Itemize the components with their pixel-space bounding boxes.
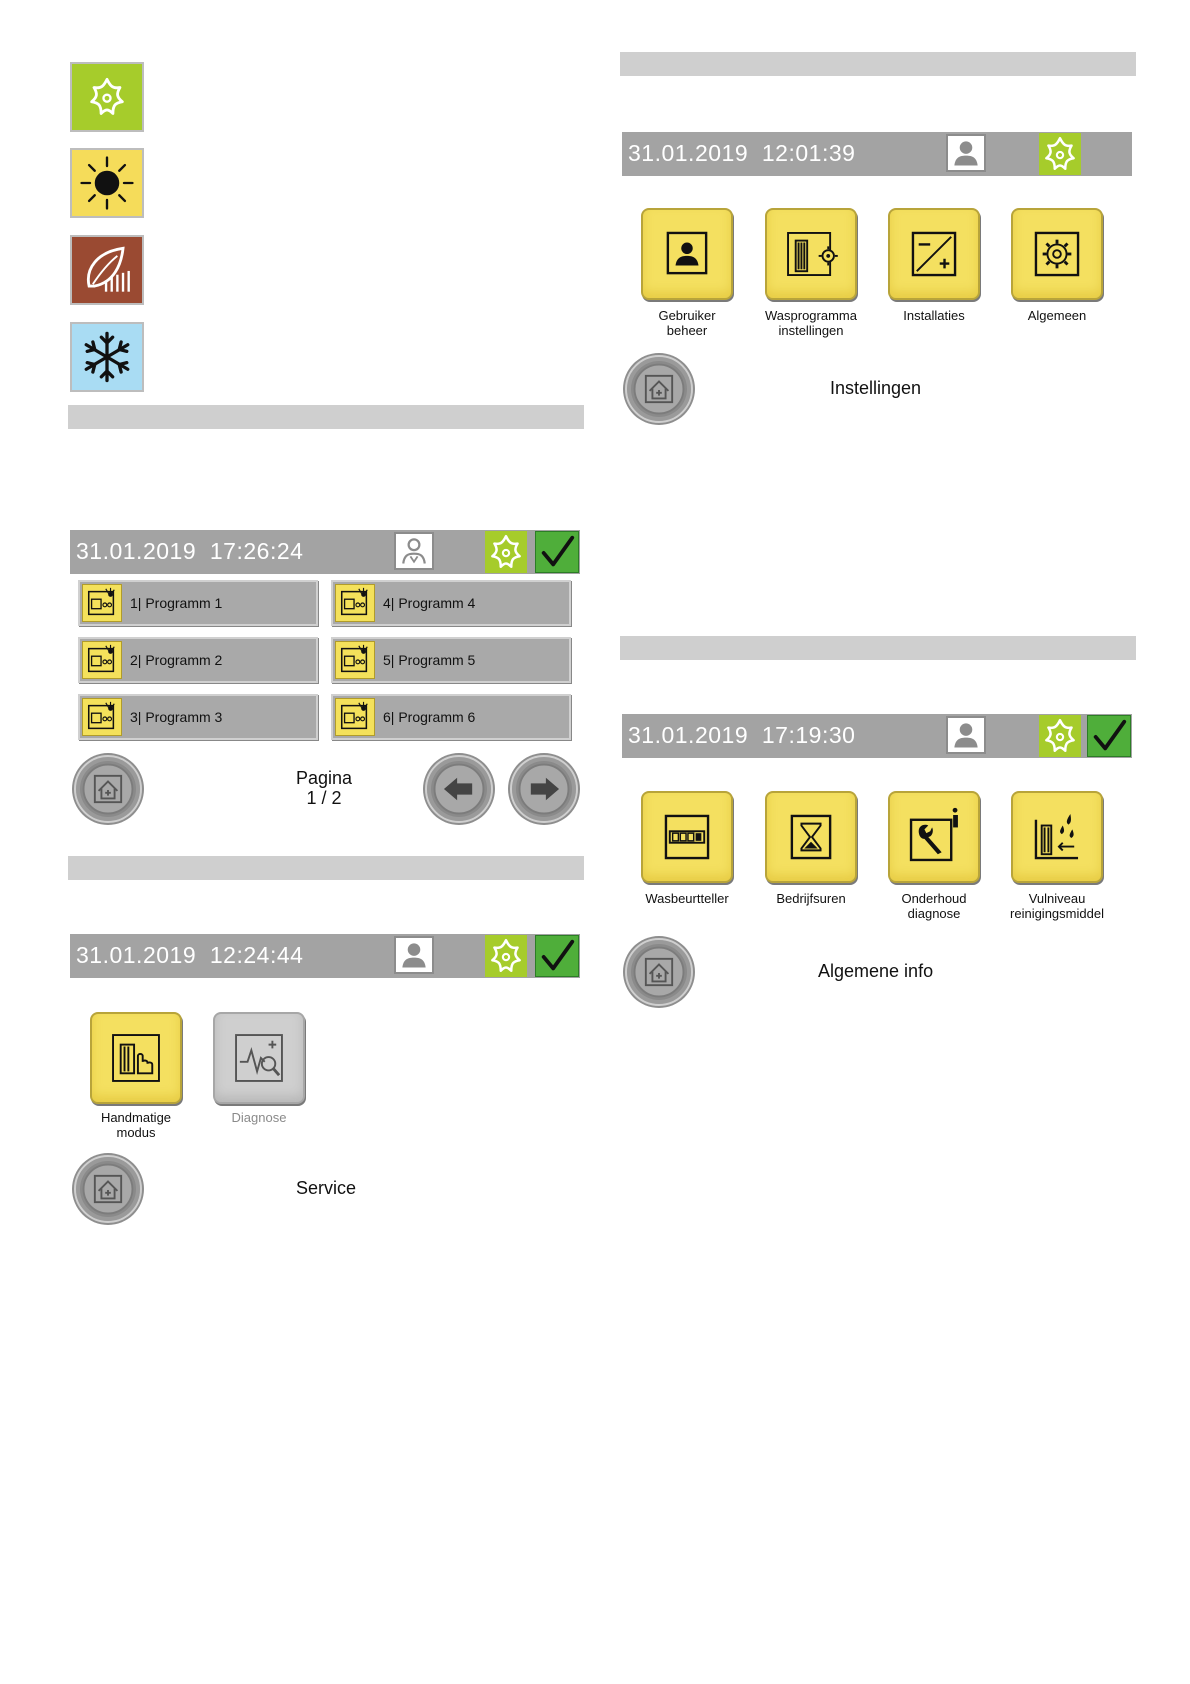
datetime: 31.01.2019 12:24:44 [76, 942, 304, 968]
separator [620, 52, 1136, 76]
flower-icon[interactable] [485, 935, 527, 977]
program-label: 2| Programm 2 [130, 652, 223, 668]
tile-label-line: Handmatige [100, 1110, 172, 1125]
separator [620, 636, 1136, 660]
tile-label [746, 308, 876, 338]
tile-label-line: Onderhoud [901, 891, 967, 906]
datetime: 31.01.2019 17:26:24 [76, 538, 304, 564]
tile-label-line: instellingen [778, 323, 844, 338]
hourglass-icon [767, 793, 855, 881]
program-label: 3| Programm 3 [130, 709, 223, 725]
installations-tile[interactable] [888, 208, 980, 300]
diagnose-icon [215, 1014, 303, 1102]
detergent-level-tile[interactable] [1011, 791, 1103, 883]
user-icon[interactable] [946, 134, 986, 172]
tile-label [869, 891, 999, 921]
tile-label-line: Wasprogramma [765, 308, 857, 323]
status-bar [622, 714, 1132, 758]
previous-page-button[interactable] [425, 755, 493, 823]
tile-label-line: beheer [666, 323, 708, 338]
tile-label-line: modus [116, 1125, 156, 1140]
next-page-button[interactable] [510, 755, 578, 823]
program-button[interactable] [331, 580, 571, 626]
program-button[interactable] [78, 580, 318, 626]
tile-label-line: Algemeen [1027, 308, 1087, 323]
user-service-icon[interactable] [394, 532, 434, 570]
home-button[interactable] [74, 1155, 142, 1223]
program-label: 6| Programm 6 [383, 709, 476, 725]
separator [68, 856, 584, 880]
program-button[interactable] [78, 637, 318, 683]
tile-label-line: Gebruiker [658, 308, 716, 323]
check-icon[interactable] [1087, 715, 1131, 757]
user-icon[interactable] [394, 936, 434, 974]
separator [68, 405, 584, 429]
home-button[interactable] [625, 938, 693, 1006]
flower-icon [70, 62, 144, 132]
tile-label-line: Vulniveau [1028, 891, 1086, 906]
flower-icon[interactable] [1039, 715, 1081, 757]
wrench-icon [890, 793, 978, 881]
user-management-icon [643, 210, 731, 298]
tile-label-line: Installaties [903, 308, 965, 323]
tile-label-line: Diagnose [231, 1110, 287, 1125]
pagina-value: 1 / 2 [306, 788, 342, 808]
user-icon[interactable] [946, 716, 986, 754]
flower-icon[interactable] [1039, 133, 1081, 175]
check-icon[interactable] [535, 531, 579, 573]
diagnose-tile[interactable] [213, 1012, 305, 1104]
program-button[interactable] [331, 694, 571, 740]
program-icon [335, 698, 375, 736]
program-label: 4| Programm 4 [383, 595, 476, 611]
tile-label [71, 1110, 201, 1140]
program-icon [82, 698, 122, 736]
program-button[interactable] [331, 637, 571, 683]
tile-label [194, 1110, 324, 1125]
tile-label [746, 891, 876, 906]
program-label: 5| Programm 5 [383, 652, 476, 668]
screen-title: Instellingen [830, 378, 922, 398]
datetime: 31.01.2019 17:19:30 [628, 722, 856, 748]
program-icon [335, 641, 375, 679]
sun-icon [70, 148, 144, 218]
gear-icon [1013, 210, 1101, 298]
flower-icon[interactable] [485, 531, 527, 573]
check-icon[interactable] [535, 935, 579, 977]
status-bar [70, 934, 580, 978]
maintenance-diagnosis-tile[interactable] [888, 791, 980, 883]
counter-icon [643, 793, 731, 881]
pagina-indicator [264, 768, 384, 808]
screen-title: Algemene info [818, 961, 934, 981]
program-button[interactable] [78, 694, 318, 740]
home-button[interactable] [625, 355, 693, 423]
status-bar [622, 132, 1132, 176]
tile-label [622, 308, 752, 338]
datetime: 31.01.2019 12:01:39 [628, 140, 856, 166]
general-tile[interactable] [1011, 208, 1103, 300]
user-management-tile[interactable] [641, 208, 733, 300]
wash-program-settings-tile[interactable] [765, 208, 857, 300]
tile-label-line: reinigingsmiddel [1010, 906, 1104, 921]
program-icon [82, 641, 122, 679]
tile-label-line: diagnose [907, 906, 961, 921]
operating-hours-tile[interactable] [765, 791, 857, 883]
manual-mode-icon [92, 1014, 180, 1102]
home-button[interactable] [74, 755, 142, 823]
program-label: 1| Programm 1 [130, 595, 223, 611]
detergent-level-icon [1013, 793, 1101, 881]
wash-counter-tile[interactable] [641, 791, 733, 883]
tile-label-line: Bedrijfsuren [776, 891, 846, 906]
leaf-icon [70, 235, 144, 305]
tile-label [992, 891, 1122, 921]
status-bar [70, 530, 580, 574]
tile-label-line: Wasbeurtteller [645, 891, 729, 906]
screen-title: Service [296, 1178, 357, 1198]
tile-label [992, 308, 1122, 323]
snowflake-icon [70, 322, 144, 392]
installations-icon [890, 210, 978, 298]
tile-label [869, 308, 999, 323]
tile-label [622, 891, 752, 906]
wash-program-settings-icon [767, 210, 855, 298]
manual-mode-tile[interactable] [90, 1012, 182, 1104]
pagina-label: Pagina [295, 768, 353, 788]
program-icon [82, 584, 122, 622]
program-icon [335, 584, 375, 622]
